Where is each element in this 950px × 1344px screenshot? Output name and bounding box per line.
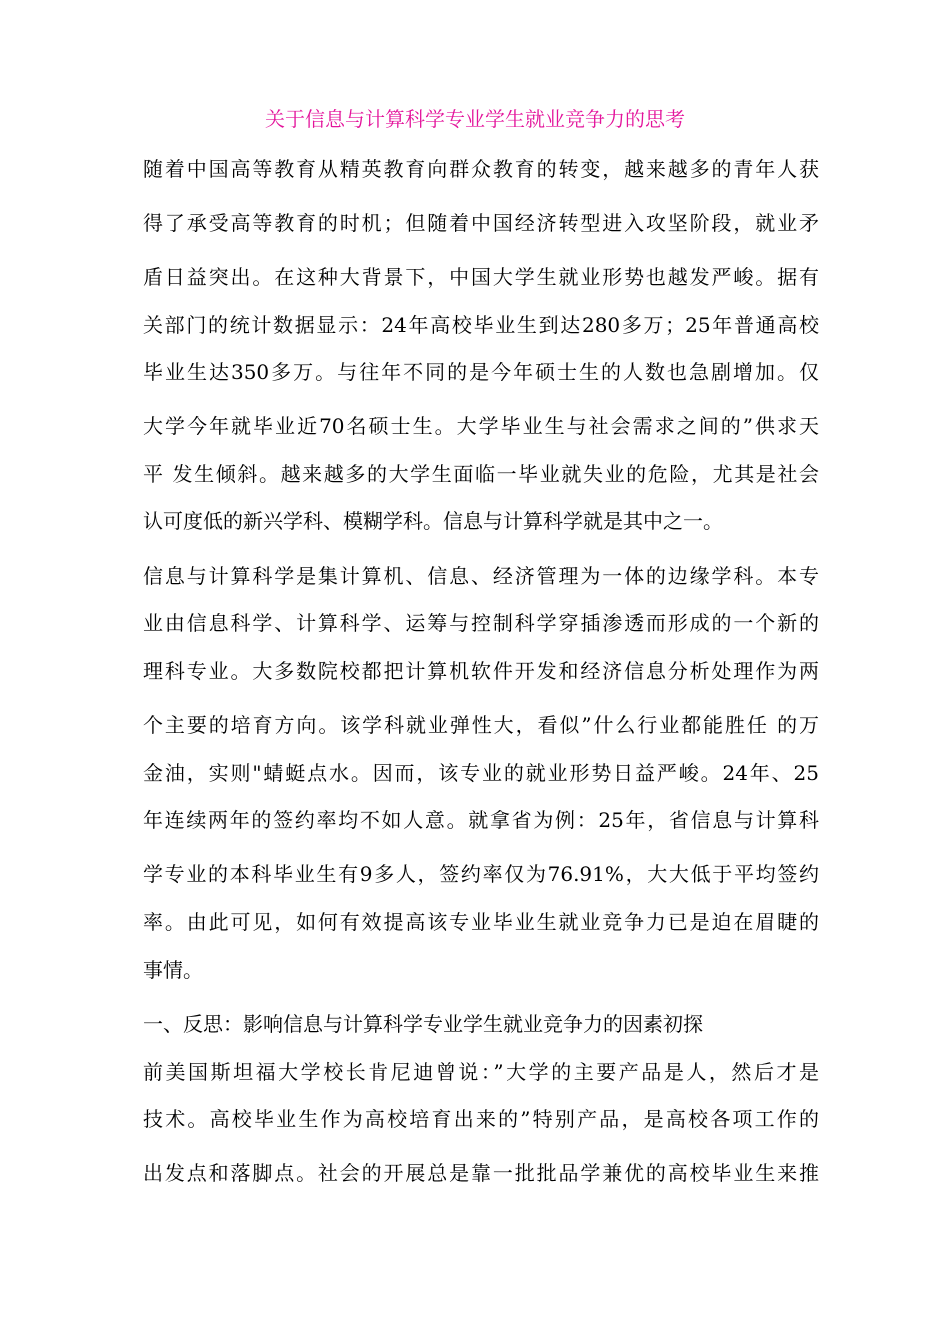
text-line: 前美国斯坦福大学校长肯尼迪曾说：”大学的主要产品是人，然后才是: [143, 1060, 819, 1084]
text-line: 业由信息科学、计算科学、运筹与控制科学穿插渗透而形成的一个新的: [143, 611, 819, 635]
document-title: 关于信息与计算科学专业学生就业竞争力的思考: [265, 107, 685, 131]
text-line: 率。由此可见，如何有效提高该专业毕业生就业竞争力已是迫在眉睫的: [143, 910, 819, 934]
section-heading: 一、反思：影响信息与计算科学专业学生就业竞争力的因素初探: [143, 1012, 703, 1036]
text-line: 认可度低的新兴学科、模糊学科。信息与计算科学就是其中之一。: [143, 509, 723, 533]
text-line: 大学今年就毕业近70名硕士生。大学毕业生与社会需求之间的”供求天: [143, 414, 819, 438]
text-line: 盾日益突出。在这种大背景下，中国大学生就业形势也越发严峻。据有: [143, 265, 819, 289]
text-line: 理科专业。大多数院校都把计算机软件开发和经济信息分析处理作为两: [143, 659, 819, 683]
text-line: 得了承受高等教育的时机；但随着中国经济转型进入攻坚阶段，就业矛: [143, 211, 819, 235]
text-line: 个主要的培育方向。该学科就业弹性大，看似”什么行业都能胜任 的万: [143, 713, 819, 737]
text-line: 金油，实则"蜻蜓点水。因而，该专业的就业形势日益严峻。24年、25: [143, 761, 819, 785]
text-line: 信息与计算科学是集计算机、信息、经济管理为一体的边缘学科。本专: [143, 564, 819, 588]
text-line: 学专业的本科毕业生有9多人，签约率仅为76.91%，大大低于平均签约: [143, 862, 819, 886]
text-line: 出发点和落脚点。社会的开展总是靠一批批品学兼优的高校毕业生来推: [143, 1161, 819, 1185]
text-line: 关部门的统计数据显示：24年高校毕业生到达280多万；25年普通高校: [143, 313, 819, 337]
text-line: 随着中国高等教育从精英教育向群众教育的转变，越来越多的青年人获: [143, 157, 819, 181]
text-line: 年连续两年的签约率均不如人意。就拿省为例：25年，省信息与计算科: [143, 808, 819, 832]
text-line: 事情。: [143, 958, 203, 982]
text-line: 技术。高校毕业生作为高校培育出来的”特别产品，是高校各项工作的: [143, 1107, 819, 1131]
text-line: 毕业生达350多万。与往年不同的是今年硕士生的人数也急剧增加。仅: [143, 360, 819, 384]
text-line: 平 发生倾斜。越来越多的大学生面临一毕业就失业的危险，尤其是社会: [143, 462, 819, 486]
